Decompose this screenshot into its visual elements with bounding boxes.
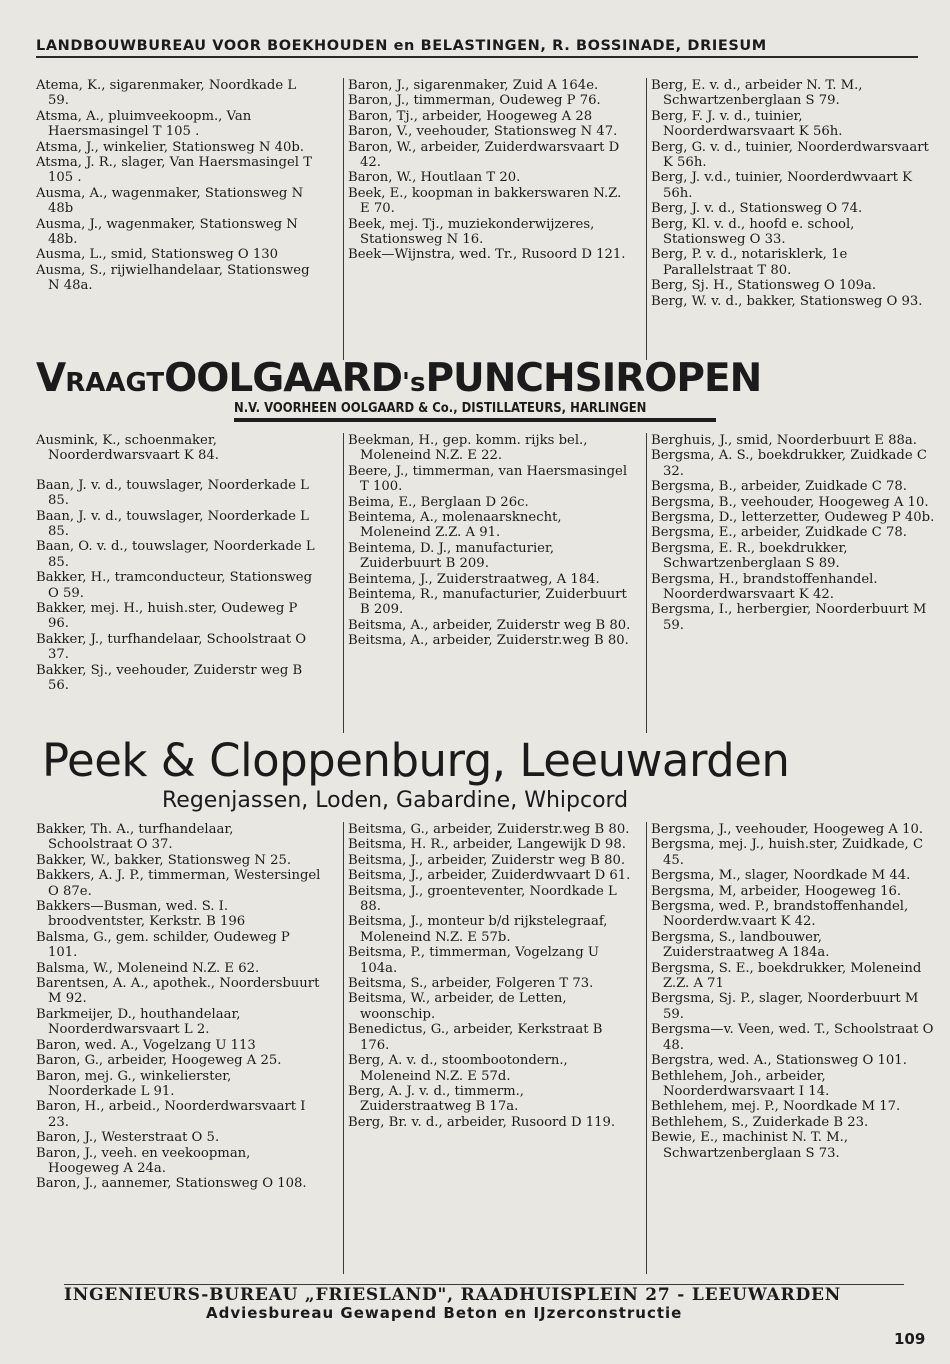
list-item: Balsma, W., Moleneind N.Z. E 62. — [36, 960, 260, 976]
list-item: Bakkers, A. J. P., timmerman, Westersingel O 87e. — [36, 868, 321, 899]
list-item: Bergsma, B., arbeider, Zuidkade C 78. — [651, 479, 908, 495]
list-item: Berg, G. v. d., tuinier, Noorderdwarsvaart K 56h. — [651, 139, 929, 171]
ad-product: PUNCHSIROPEN — [425, 356, 762, 401]
list-item: Berg, A. J. v. d., timmerm., Zuiderstraatweg B 17a. — [348, 1083, 524, 1115]
page-number: 109 — [894, 1330, 926, 1348]
list-item: Baan, O. v. d., touwslager, Noorderkade L 85. — [36, 539, 315, 570]
list-item: Baan, J. v. d., touwslager, Noorderkade L 85. — [36, 508, 309, 540]
list-item: Bakker, H., tramconducteur, Stationsweg O 59. — [36, 570, 313, 601]
list-item: Ausma, S., rijwielhandelaar, Stationsweg N 48a. — [36, 262, 310, 294]
list-item: Beere, J., timmerman, van Haersmasingel T 100. — [348, 463, 628, 495]
list-item: Atsma, J., winkelier, Stationsweg N 40b. — [36, 139, 305, 155]
page-header: LANDBOUWBUREAU VOOR BOEKHOUDEN en BELASTINGEN, R. BOSSINADE, DRIESUM — [36, 38, 918, 58]
list-item: Beitsma, H. R., arbeider, Langewijk D 98. — [348, 837, 626, 853]
ad-brand-suffix: 's — [402, 368, 426, 398]
list-item: Baron, wed. A., Vogelzang U 113 — [36, 1037, 256, 1053]
list-item: Bergsma, S. E., boekdrukker, Moleneind Z.Z. A 71 — [651, 960, 922, 992]
list-item: Bethlehem, mej. P., Noordkade M 17. — [651, 1099, 901, 1115]
column-3 — [646, 822, 936, 1274]
list-item: Bakker, Sj., veehouder, Zuiderstr weg B 56. — [36, 662, 303, 694]
peek-ad-subtitle: Regenjassen, Loden, Gabardine, Whipcord — [162, 788, 629, 813]
list-item: Bergsma, mej. J., huish.ster, Zuidkade, C 45. — [651, 837, 924, 868]
list-item: Baron, mej. G., winkelierster, Noorderkade L 91. — [36, 1068, 232, 1099]
list-item: Bergsma, M., slager, Noordkade M 44. — [651, 868, 911, 884]
list-item: Beitsma, G., arbeider, Zuiderstr.weg B 80. — [348, 822, 630, 837]
list-item: Bakker, mej. H., huish.ster, Oudeweg P 96. — [36, 601, 298, 632]
list-item: Baron, W., Houtlaan T 20. — [348, 170, 521, 186]
list-item: Bakker, J., turfhandelaar, Schoolstraat O 37. — [36, 631, 307, 663]
list-item: Berg, W. v. d., bakker, Stationsweg O 93. — [651, 293, 923, 309]
list-item: Beitsma, W., arbeider, de Letten, woonschip. — [348, 991, 567, 1022]
list-item: Berghuis, J., smid, Noorderbuurt E 88a. — [651, 433, 917, 448]
list-item: Beitsma, S., arbeider, Folgeren T 73. — [348, 976, 594, 992]
list-item: Beitsma, J., arbeider, Zuiderstr weg B 80. — [348, 852, 626, 868]
column-1 — [36, 433, 321, 694]
ad-rule — [234, 418, 716, 422]
list-item: Berg, Kl. v. d., hoofd e. school, Stationsweg O 33. — [651, 216, 855, 248]
list-item: Beitsma, J., arbeider, Zuiderdwvaart D 61. — [348, 868, 631, 884]
list-item: Bergsma, E. R., boekdrukker, Schwartzenberglaan S 89. — [651, 540, 848, 572]
directory-section-3 — [36, 822, 934, 1274]
list-item: Baron, J., Westerstraat O 5. — [36, 1130, 220, 1146]
list-item: Beek, mej. Tj., muziekonderwijzeres, Stationsweg N 16. — [348, 216, 595, 248]
list-item: Berg, F. J. v. d., tuinier, Noorderdwarsvaart K 56h. — [651, 108, 843, 140]
list-item: Bergsma, I., herbergier, Noorderbuurt M 59. — [651, 602, 927, 633]
list-item: Bethlehem, S., Zuiderkade B 23. — [651, 1114, 869, 1130]
list-item: Bethlehem, Joh., arbeider, Noorderdwarsvaart I 14. — [651, 1068, 830, 1099]
list-item: Bergsma, M, arbeider, Hoogeweg 16. — [651, 883, 902, 899]
list-item: Atema, K., sigarenmaker, Noordkade L 59. — [36, 78, 297, 109]
list-item: Baron, J., aannemer, Stationsweg O 108. — [36, 1176, 307, 1192]
list-item: Bakker, Th. A., turfhandelaar, Schoolstraat O 37. — [36, 822, 234, 853]
directory-section-2 — [36, 433, 935, 733]
list-item: Beitsma, J., groenteventer, Noordkade L 88. — [348, 883, 617, 915]
list-item: Ausma, A., wagenmaker, Stationsweg N 48b — [36, 185, 304, 217]
list-item: Baron, J., timmerman, Oudeweg P 76. — [348, 93, 601, 109]
list-item: Baron, V., veehouder, Stationsweg N 47. — [348, 124, 618, 140]
footer-subtitle: Adviesbureau Gewapend Beton en IJzerconstructie — [206, 1304, 683, 1322]
list-item: Benedictus, G., arbeider, Kerkstraat B 176. — [348, 1022, 603, 1053]
column-3 — [646, 78, 936, 360]
ad-brand: OOLGAARD — [164, 356, 403, 401]
peek-cloppenburg-advertisement: Peek & Cloppenburg, Leeuwarden — [42, 734, 790, 787]
column-2 — [343, 433, 633, 733]
list-item: Baron, J., sigarenmaker, Zuid A 164e. — [348, 78, 599, 93]
list-item: Beima, E., Berglaan D 26c. — [348, 494, 529, 510]
list-item: Atsma, A., pluimveekoopm., Van Haersmasingel T 105 . — [36, 108, 252, 140]
list-item: Bergsma, wed. P., brandstoffenhandel, Noorderdw.vaart K 42. — [651, 899, 909, 930]
punch-advertisement — [36, 356, 920, 401]
list-item: Berg, P. v. d., notarisklerk, 1e Parallelstraat T 80. — [651, 247, 848, 278]
list-item: Beintema, R., manufacturier, Zuiderbuurt B 209. — [348, 587, 627, 618]
list-item: Bergsma, A. S., boekdrukker, Zuidkade C 32. — [651, 448, 927, 479]
list-item: Beekman, H., gep. komm. rijks bel., Moleneind N.Z. E 22. — [348, 433, 588, 464]
list-item: Beitsma, J., monteur b/d rijkstelegraaf, Moleneind N.Z. E 57b. — [348, 914, 608, 945]
list-item: Berg, A. v. d., stoombootondern., Moleneind N.Z. E 57d. — [348, 1053, 568, 1084]
list-item: Beek—Wijnstra, wed. Tr., Rusoord D 121. — [348, 247, 626, 263]
column-1 — [36, 822, 321, 1192]
list-item: Ausma, L., smid, Stationsweg O 130 — [36, 247, 278, 263]
list-item: Beitsma, A., arbeider, Zuiderstr.weg B 80. — [348, 633, 629, 649]
list-item: Bakkers—Busman, wed. S. I. broodventster, Kerkstr. B 196 — [36, 899, 246, 930]
list-item: Bergsma, D., letterzetter, Oudeweg P 40b. — [651, 510, 935, 526]
list-item: Bergstra, wed. A., Stationsweg O 101. — [651, 1053, 907, 1069]
list-item: Barkmeijer, D., houthandelaar, Noorderdwarsvaart L 2. — [36, 1006, 241, 1038]
ad-word-rest: RAAGT — [65, 368, 165, 398]
list-item: Balsma, G., gem. schilder, Oudeweg P 101. — [36, 929, 290, 961]
list-item: Berg, Sj. H., Stationsweg O 109a. — [651, 278, 877, 294]
list-item: Atsma, J. R., slager, Van Haersmasingel T 105 . — [36, 155, 312, 186]
list-item: Baron, G., arbeider, Hoogeweg A 25. — [36, 1053, 282, 1069]
list-item: Bewie, E., machinist N. T. M., Schwartzenberglaan S 73. — [651, 1130, 849, 1161]
list-item: Berg, E. v. d., arbeider N. T. M., Schwartzenberglaan S 79. — [651, 78, 863, 109]
list-item: Beek, E., koopman in bakkerswaren N.Z. E 70. — [348, 185, 622, 217]
list-item: Baan, J. v. d., touwslager, Noorderkade L 85. — [36, 477, 309, 509]
list-item: Baron, J., veeh. en veekoopman, Hoogeweg A 24a. — [36, 1145, 251, 1176]
list-item: Bergsma, S., landbouwer, Zuiderstraatweg A 184a. — [651, 929, 830, 961]
ad-word-cap: V — [36, 356, 66, 401]
list-item: Bergsma, Sj. P., slager, Noorderbuurt M 59. — [651, 991, 919, 1022]
list-item: Bergsma, E., arbeider, Zuidkade C 78. — [651, 525, 907, 541]
list-item: Berg, J. v. d., Stationsweg O 74. — [651, 201, 863, 217]
list-item: Baron, H., arbeid., Noorderdwarsvaart I 23. — [36, 1099, 306, 1130]
list-item: Bergsma—v. Veen, wed. T., Schoolstraat O 48. — [651, 1022, 934, 1053]
punch-ad-subtitle: N.V. VOORHEEN OOLGAARD & Co., DISTILLATEURS, HARLINGEN — [234, 400, 647, 416]
list-item: Baron, W., arbeider, Zuiderdwarsvaart D 42. — [348, 139, 620, 171]
list-item: Berg, J. v.d., tuinier, Noorderdwvaart K 56h. — [651, 170, 912, 201]
list-item: Bergsma, H., brandstoffenhandel. Noorderdwarsvaart K 42. — [651, 571, 878, 603]
column-2 — [343, 822, 633, 1274]
list-item: Baron, Tj., arbeider, Hoogeweg A 28 — [348, 108, 593, 124]
list-item: Berg, Br. v. d., arbeider, Rusoord D 119. — [348, 1114, 616, 1130]
column-1 — [36, 78, 321, 294]
list-item: Ausmink, K., schoenmaker, Noorderdwarsvaart K 84. — [36, 433, 219, 464]
column-3 — [646, 433, 936, 733]
list-item: Beintema, D. J., manufacturier, Zuiderbuurt B 209. — [348, 540, 555, 572]
list-item: Beintema, A., molenaarsknecht, Moleneind Z.Z. A 91. — [348, 510, 562, 541]
column-2 — [343, 78, 633, 360]
list-item: Bergsma, B., veehouder, Hoogeweg A 10. — [651, 494, 929, 510]
list-item: Beintema, J., Zuiderstraatweg, A 184. — [348, 571, 600, 587]
list-item: Barentsen, A. A., apothek., Noordersbuurt M 92. — [36, 976, 320, 1007]
list-item: Beitsma, P., timmerman, Vogelzang U 104a. — [348, 945, 599, 976]
list-item: Beitsma, A., arbeider, Zuiderstr weg B 80. — [348, 617, 631, 633]
list-item: Bergsma, J., veehouder, Hoogeweg A 10. — [651, 822, 924, 837]
footer-advertisement: INGENIEURS-BUREAU „FRIESLAND", RAADHUISPLEIN 27 - LEEUWARDEN — [64, 1284, 904, 1305]
list-item: Ausma, J., wagenmaker, Stationsweg N 48b. — [36, 216, 298, 248]
directory-section-1 — [36, 78, 929, 360]
list-item: Bakker, W., bakker, Stationsweg N 25. — [36, 852, 292, 868]
